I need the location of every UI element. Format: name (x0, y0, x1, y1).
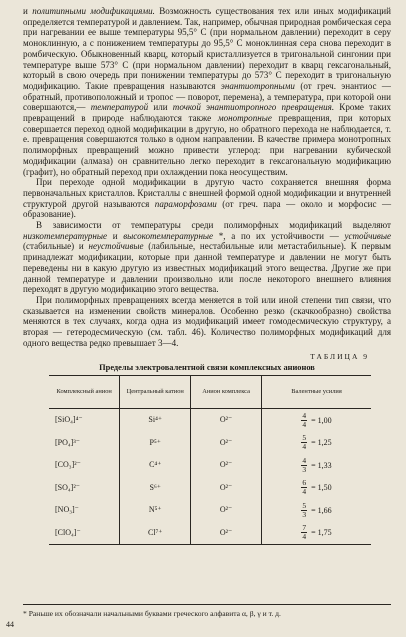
table-body (49, 408, 371, 544)
text-run: При переходе одной модификации в другую часто сохраняется внешняя форма первоначальных кристаллов. Кристаллы с внешней формой одной модификации и внутренней структурой другой называются (23, 177, 391, 209)
central-cation-cell: C⁴⁺ (120, 454, 191, 477)
paragraph (23, 220, 391, 295)
header-complex-anion-ligand: Анион комплекса (191, 375, 262, 408)
central-cation-cell: Cl⁷⁺ (120, 521, 191, 544)
complex-anion-cell: [CO₃]²⁻ (55, 460, 81, 470)
valence-value: = 1,66 (311, 505, 332, 515)
page-number: 44 (6, 620, 14, 629)
text-run: и (107, 230, 124, 241)
table-header-row (49, 375, 371, 408)
header-valence-strength: Валентные усилия (261, 375, 371, 408)
valence-value: = 1,75 (311, 528, 332, 538)
anion-cell: O²⁻ (191, 431, 262, 454)
italic-term: энантиотропными (220, 80, 295, 91)
header-central-cation: Центральный катион (120, 375, 191, 408)
text-run: *, а по их устойчивости — (213, 230, 345, 241)
fraction-denominator: 4 (302, 487, 307, 497)
fraction (301, 434, 307, 451)
italic-term: высокотемпературные (123, 230, 214, 241)
table-number: ТАБЛИЦА 9 (310, 351, 369, 361)
text-run: (от греч. пара — около и морфосис — образование). (23, 198, 391, 220)
anion-cell: O²⁻ (191, 454, 262, 477)
central-cation-cell: P⁵⁺ (120, 431, 191, 454)
text-run: и (23, 6, 33, 16)
valence-strength-cell (261, 521, 371, 544)
complex-anion-cell: [SiO₄]⁴⁻ (55, 415, 83, 425)
fraction-numerator: 6 (302, 478, 307, 488)
text-run: (стабильные) и (23, 241, 89, 252)
central-cation-cell: S⁶⁺ (120, 476, 191, 499)
central-cation-cell: Si⁴⁺ (120, 408, 191, 431)
paragraph (23, 295, 391, 349)
central-cation-cell: N⁵⁺ (120, 499, 191, 522)
table-row (49, 431, 371, 454)
fraction-numerator: 5 (302, 500, 307, 510)
fraction-numerator: 7 (302, 523, 307, 533)
footnote: * Раньше их обозначали начальными буквами греческого алфавита α, β, γ и т. д. (23, 604, 391, 618)
fraction-denominator: 3 (302, 464, 307, 474)
valence-strength-cell (261, 476, 371, 499)
anion-cell: O²⁻ (191, 499, 262, 522)
fraction (301, 502, 307, 519)
fraction-denominator: 4 (302, 419, 307, 429)
fraction-denominator: 3 (302, 509, 307, 519)
fraction (301, 412, 307, 429)
fraction (301, 524, 307, 541)
italic-term: температурой (90, 102, 149, 113)
complex-anion-cell: [PO₄]³⁻ (55, 437, 80, 447)
text-run: При полиморфных превращениях всегда меняется в той или иной степени тип связи, что сказывается на изменении свойств минералов. Особенно резко (скачкообразно) свойства меняются в тех случаях, когда одна из модификаций имеет гомодесмическую структуру, а вторая — гетеродесмическую (см. табл. 46). Количество полиморфных модификаций для одного вещества редко превышает 3—4. (23, 294, 391, 348)
table-row (49, 521, 371, 544)
valence-strength-cell (261, 431, 371, 454)
anion-cell: O²⁻ (191, 476, 262, 499)
italic-term: устойчивые (344, 230, 391, 241)
valence-table (49, 375, 371, 545)
fraction-denominator: 4 (302, 532, 307, 542)
body-text (23, 6, 391, 349)
paragraph (23, 6, 391, 177)
valence-ratio (301, 502, 331, 519)
italic-term: неустойчивые (88, 241, 144, 252)
anion-cell: O²⁻ (191, 521, 262, 544)
table-caption: Пределы электровалентной связи комплексных анионов (99, 362, 315, 372)
table-row (49, 476, 371, 499)
text-run: В зависимости от температуры среди полиморфных модификаций выделяют (36, 220, 391, 231)
text-run: (лабильные, нестабильные или метастабильные). К первым принадлежат модификации, которые при данной температуре и давлении не могут быть переведены ни в какую другую из известных модификаций этого вещества. Другие же при данной температуре и давлении произвольно или после некоторого внешнего влияния переходят в другую модификацию этого вещества. (23, 241, 391, 295)
text-run: превращения, при которых совершается переход одной модификации в другую, но обратного перехода не наблюдается, т. е. превращения совершаются только в одном направлении. В качестве примера монотропных полиморфных превращений можно привести углерод: при нагревании кубической модификации (алмаза) он сравнительно легко переходит в гексагональную модификацию (графит), но обратный переход при охлаждении пока неосуществим. (23, 113, 392, 177)
valence-value: = 1,50 (311, 483, 332, 493)
fraction (301, 457, 307, 474)
italic-term: низкотемпературные (23, 230, 107, 241)
valence-ratio (301, 412, 331, 429)
anion-cell: O²⁻ (191, 408, 262, 431)
fraction-numerator: 4 (302, 455, 307, 465)
italic-term: точкой энантиотропного превращения. (172, 102, 335, 113)
complex-anion-cell: [SO₄]²⁻ (55, 482, 80, 492)
text-run: или (148, 102, 173, 113)
valence-ratio (301, 524, 331, 541)
fraction-numerator: 5 (302, 433, 307, 443)
header-complex-anion: Комплексный анион (49, 375, 120, 408)
italic-term: политипными модификациями. (32, 6, 155, 16)
valence-strength-cell (261, 408, 371, 431)
valence-ratio (301, 434, 331, 451)
complex-anion-cell: [NO₃]⁻ (55, 505, 79, 515)
fraction-numerator: 4 (302, 410, 307, 420)
text-run: (от греч. энантиос — обратный, противоположный и тропос — поворот, перемена), а температура, при которой они совершаются,— (23, 80, 391, 113)
valence-strength-cell (261, 499, 371, 522)
fraction (301, 479, 307, 496)
text-run: Возможность существования тех или иных модификаций определяется температурой и давлением. Так, например, обычная природная ромбическая сера при нагревании ее выше температуры 95,5° С (при нормальном давлении) переходит в серу моноклинную, а с понижением температуры до 95,5° С моноклинная сера снова переходит в ромбическую. Обыкновенный кварц, который кристаллизуется в тригональной сингонии при температуре выше 573° С (при нормальном давлении) переходит в кварц гексагональный, который в свою очередь при понижении температуры до 573° С переходит в тригональную модификацию. Такие превращения называются (23, 6, 391, 91)
valence-value: = 1,25 (311, 438, 332, 448)
valence-ratio (301, 457, 331, 474)
valence-value: = 1,33 (311, 460, 332, 470)
text-run: Кроме таких превращений в природе наблюдаются также (23, 102, 391, 124)
valence-ratio (301, 479, 331, 496)
fraction-denominator: 4 (302, 442, 307, 452)
valence-value: = 1,00 (311, 415, 332, 425)
table-row (49, 499, 371, 522)
complex-anion-cell: [ClO₄]⁻ (49, 521, 120, 544)
table-row (49, 408, 371, 431)
italic-term: монотропные (217, 113, 272, 124)
valence-strength-cell (261, 454, 371, 477)
paragraph (23, 177, 391, 220)
italic-term: параморфозами (154, 198, 217, 209)
table-row (49, 454, 371, 477)
